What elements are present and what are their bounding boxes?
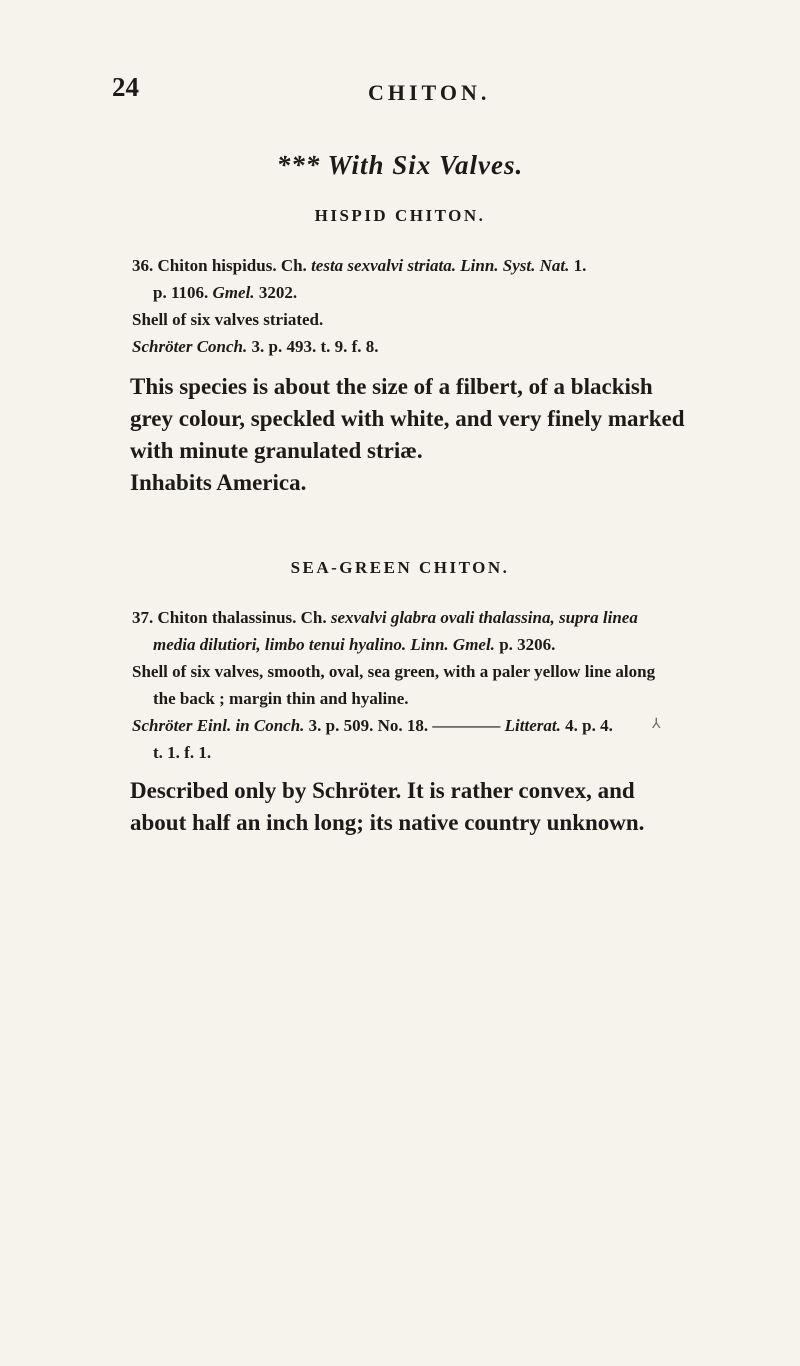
ref-line: 37. Chiton thalassinus. Ch. sexvalvi glabra ovali thalassina, supra linea (132, 608, 638, 627)
section-title: *** With Six Valves. (276, 150, 524, 180)
ink-mark: ⅄ (652, 717, 661, 732)
description-line: This species is about the size of a filbert, of a blackish (130, 374, 653, 399)
description-line: Inhabits America. (130, 470, 307, 495)
description-line: grey colour, speckled with white, and very finely marked (130, 406, 685, 431)
ref-line: the back ; margin thin and hyaline. (153, 689, 409, 708)
description-line: about half an inch long; its native country unknown. (130, 810, 645, 835)
ref-line: 36. Chiton hispidus. Ch. testa sexvalvi striata. Linn. Syst. Nat. 1. (132, 256, 587, 275)
description-line: with minute granulated striæ. (130, 438, 423, 463)
page-number: 24 (112, 72, 139, 102)
species-title-hispid: HISPID CHITON. (314, 206, 486, 225)
running-head: CHITON. (368, 80, 491, 105)
ref-line: Shell of six valves, smooth, oval, sea green, with a paler yellow line along (132, 662, 656, 681)
ref-line: Shell of six valves striated. (132, 310, 324, 329)
ref-line: t. 1. f. 1. (153, 743, 212, 762)
ref-line: Schröter Conch. 3. p. 493. t. 9. f. 8. (132, 337, 379, 356)
ref-line: Schröter Einl. in Conch. 3. p. 509. No. 18. ———— Litterat. 4. p. 4. (132, 716, 613, 735)
ref-line: p. 1106. Gmel. 3202. (153, 283, 298, 302)
ref-line: media dilutiori, limbo tenui hyalino. Linn. Gmel. p. 3206. (153, 635, 556, 654)
species-title-sea-green: SEA-GREEN CHITON. (290, 558, 510, 577)
description-line: Described only by Schröter. It is rather convex, and (130, 778, 635, 803)
